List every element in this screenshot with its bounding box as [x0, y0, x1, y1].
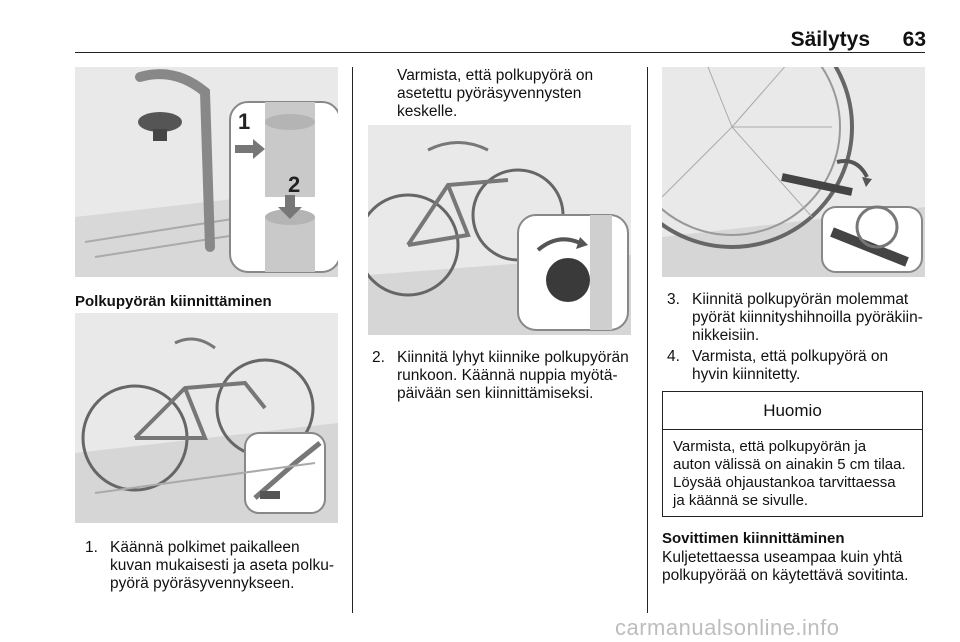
- step-1-line: Käännä polkimet paikalleen: [110, 539, 300, 556]
- intro-line: Varmista, että polkupyörä on: [397, 67, 594, 84]
- illustration-pedal-mount: [75, 67, 338, 277]
- intro-line: keskelle.: [397, 103, 458, 120]
- column-divider-2: [647, 67, 648, 613]
- column-divider-1: [352, 67, 353, 613]
- note-line: Varmista, että polkupyörän ja: [673, 438, 867, 455]
- note-title: Huomio: [663, 392, 922, 430]
- illustration-bike-on-carrier: [75, 313, 338, 523]
- step-1-number: 1.: [85, 539, 98, 556]
- note-line: Löysää ohjaustankoa tarvittaessa: [673, 474, 896, 491]
- adapter-line: Kuljetettaessa useampaa kuin yhtä: [662, 549, 903, 566]
- subheading-bike-mounting: Polkupyörän kiinnittäminen: [75, 293, 272, 310]
- figure-label-1: 1: [238, 109, 251, 134]
- step-2-number: 2.: [372, 349, 385, 366]
- header-rule: [75, 52, 925, 53]
- step-4-line: Varmista, että polkupyörä on: [692, 348, 889, 365]
- page-number: 63: [902, 28, 926, 51]
- note-line: auton välissä on ainakin 5 cm tilaa.: [673, 456, 906, 473]
- intro-paragraph: [397, 67, 642, 121]
- illustration-wheel-strap: [662, 67, 925, 277]
- figure-label-2: 2: [288, 172, 301, 197]
- step-4-number: 4.: [667, 348, 680, 365]
- adapter-paragraph: [662, 549, 927, 585]
- illustration-frame-holder: [368, 125, 631, 335]
- step-1-line: pyörä pyöräsyvennykseen.: [110, 575, 295, 592]
- step-2-line: päivään sen kiinnittämiseksi.: [397, 385, 594, 402]
- note-body: [673, 438, 923, 510]
- step-2-line: Kiinnitä lyhyt kiinnike polkupyörän: [397, 349, 629, 366]
- watermark: carmanualsonline.info: [615, 615, 840, 640]
- step-3-number: 3.: [667, 291, 680, 308]
- section-title: Säilytys: [790, 28, 870, 51]
- note-box: [662, 391, 923, 517]
- adapter-line: polkupyörää on käytettävä sovitinta.: [662, 567, 909, 584]
- intro-line: asetettu pyöräsyvennysten: [397, 85, 582, 102]
- step-1-line: kuvan mukaisesti ja aseta polku-: [110, 557, 335, 574]
- step-3-line: nikkeisiin.: [692, 327, 760, 344]
- note-line: ja käännä se sivulle.: [673, 492, 809, 509]
- step-3-line: pyörät kiinnityshihnoilla pyöräkiin-: [692, 309, 923, 326]
- subheading-adapter: Sovittimen kiinnittäminen: [662, 530, 845, 547]
- step-3-line: Kiinnitä polkupyörän molemmat: [692, 291, 909, 308]
- step-2-line: runkoon. Käännä nuppia myötä-: [397, 367, 618, 384]
- step-4-line: hyvin kiinnitetty.: [692, 366, 801, 383]
